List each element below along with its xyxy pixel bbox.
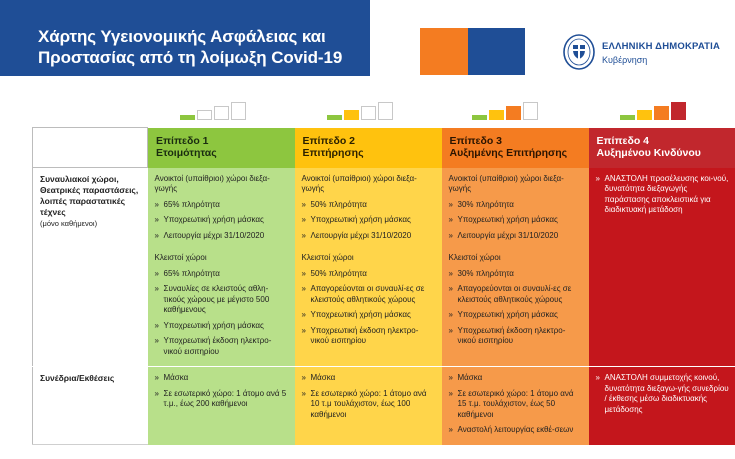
list-item: » Υποχρεωτική χρήση μάσκας xyxy=(449,215,583,226)
list-item: » ΑΝΑΣΤΟΛΗ συμμετοχής κοινού, δυνατότητα διεξαγω-γής συνεδρίου / έκθεσης μέσω διαδικτυακής μετάδοσης xyxy=(596,373,730,415)
header-level-1: Επίπεδο 1 Ετοιμότητας xyxy=(148,128,295,168)
row-label-conferences xyxy=(33,367,148,445)
cell-level-4 xyxy=(589,168,735,367)
list-item: » ΑΝΑΣΤΟΛΗ προσέλευσης κοι-νού, δυνατότητα διεξαγωγής παράστασης αποκλειστικά για διαδικτυακή μετάδοση xyxy=(596,174,730,216)
list-item: » Υποχρεωτική χρήση μάσκας xyxy=(449,310,583,321)
list-item: » 30% πληρότητα xyxy=(449,200,583,211)
table-row xyxy=(33,168,735,367)
open-spaces-title: Ανοικτοί (υπαίθριοι) χώροι διεξα-γωγής xyxy=(301,173,417,193)
list-item: » Μάσκα xyxy=(302,373,436,384)
list-item: » Λειτουργία μέχρι 31/10/2020 xyxy=(449,231,583,242)
list-item: » Υποχρεωτική έκδοση ηλεκτρο-νικού εισιτηρίου xyxy=(155,336,289,357)
table-row xyxy=(33,367,735,445)
government-logo xyxy=(562,33,732,73)
list-item: » Απαγορεύονται οι συναυλί-ες σε κλειστούς αθλητικούς χώρους xyxy=(449,284,583,305)
page-title xyxy=(38,26,342,68)
level-1-bars-icon xyxy=(180,100,246,120)
list-item: » Υποχρεωτική χρήση μάσκας xyxy=(155,321,289,332)
list-item: » Υποχρεωτική χρήση μάσκας xyxy=(302,310,436,321)
cell-level-1 xyxy=(148,168,295,367)
closed-spaces-title: Κλειστοί χώροι xyxy=(154,253,207,262)
list-item: » Υποχρεωτική χρήση μάσκας xyxy=(302,215,436,226)
cell-level-2 xyxy=(295,367,442,445)
list-item: » Λειτουργία μέχρι 31/10/2020 xyxy=(155,231,289,242)
list-item: » Σε εσωτερικό χώρο: 1 άτομο ανά 15 τ.μ. τουλάχιστον, έως 50 καθήμενοι xyxy=(449,389,583,421)
list-item: » Υποχρεωτική έκδοση ηλεκτρο-νικού εισιτηρίου xyxy=(449,326,583,347)
cell-level-4 xyxy=(589,367,735,445)
header-banner xyxy=(0,0,370,76)
header-level-3: Επίπεδο 3 Αυξημένης Επιτήρησης xyxy=(442,128,589,168)
list-item: » Μάσκα xyxy=(449,373,583,384)
header-strip-blue xyxy=(468,28,525,75)
title-line-2: Προστασίας από τη λοίμωξη Covid-19 xyxy=(38,48,343,67)
title-line-1: Χάρτης Υγειονομικής Ασφάλειας και xyxy=(38,27,326,46)
row-label-text: Συναυλιακοί χώροι, Θεατρικές παραστάσεις, λοιπές παραστατικές τέχνες xyxy=(40,174,139,217)
row-label-sub: (μόνο καθήμενοι) xyxy=(40,219,98,228)
list-item: » Υποχρεωτική έκδοση ηλεκτρο-νικού εισιτηρίου xyxy=(302,326,436,347)
list-item: » Λειτουργία μέχρι 31/10/2020 xyxy=(302,231,436,242)
open-spaces-title: Ανοικτοί (υπαίθριοι) χώροι διεξα-γωγής xyxy=(154,173,270,193)
table-header-row xyxy=(33,128,735,168)
header-strip-white-2 xyxy=(525,28,550,75)
open-spaces-title: Ανοικτοί (υπαίθριοι) χώροι διεξα-γωγής xyxy=(448,173,564,193)
level-3-bars-icon xyxy=(472,100,538,120)
cell-level-3 xyxy=(442,168,589,367)
logo-line-1: ΕΛΛΗΝΙΚΗ ΔΗΜΟΚΡΑΤΙΑ xyxy=(602,41,721,52)
list-item: » Υποχρεωτική χρήση μάσκας xyxy=(155,215,289,226)
closed-spaces-title: Κλειστοί χώροι xyxy=(448,253,501,262)
list-item: » Απαγορεύονται οι συναυλί-ες σε κλειστούς αθλητικούς χώρους xyxy=(302,284,436,305)
cell-level-1 xyxy=(148,367,295,445)
header-level-2: Επίπεδο 2 Επιτήρησης xyxy=(295,128,442,168)
header-empty xyxy=(33,128,148,168)
header-strip-white xyxy=(370,28,420,75)
list-item: » 50% πληρότητα xyxy=(302,269,436,280)
header-strip-orange xyxy=(420,28,468,75)
measures-table xyxy=(32,127,735,445)
list-item: » Μάσκα xyxy=(155,373,289,384)
level-2-bars-icon xyxy=(327,100,393,120)
greek-emblem-icon xyxy=(562,33,596,71)
list-item: » Σε εσωτερικό χώρο: 1 άτομο ανά 5 τ.μ., έως 200 καθήμενοι xyxy=(155,389,289,410)
row-label-text: Συνέδρια/Εκθέσεις xyxy=(40,373,115,383)
logo-line-2: Κυβέρνηση xyxy=(602,55,648,65)
row-label-concerts xyxy=(33,168,148,367)
header-level-4: Επίπεδο 4 Αυξημένου Κινδύνου xyxy=(589,128,735,168)
list-item: » Συναυλίες σε κλειστούς αθλη-τικούς χώρους με μέγιστο 500 καθήμενους xyxy=(155,284,289,316)
cell-level-3 xyxy=(442,367,589,445)
list-item: » Αναστολή λειτουργίας εκθέ-σεων xyxy=(449,425,583,436)
list-item: » 65% πληρότητα xyxy=(155,200,289,211)
list-item: » 50% πληρότητα xyxy=(302,200,436,211)
cell-level-2 xyxy=(295,168,442,367)
list-item: » 30% πληρότητα xyxy=(449,269,583,280)
level-4-bars-icon xyxy=(620,100,686,120)
list-item: » 65% πληρότητα xyxy=(155,269,289,280)
closed-spaces-title: Κλειστοί χώροι xyxy=(301,253,354,262)
list-item: » Σε εσωτερικό χώρο: 1 άτομο ανά 10 τ.μ τουλάχιστον, έως 100 καθήμενοι xyxy=(302,389,436,421)
